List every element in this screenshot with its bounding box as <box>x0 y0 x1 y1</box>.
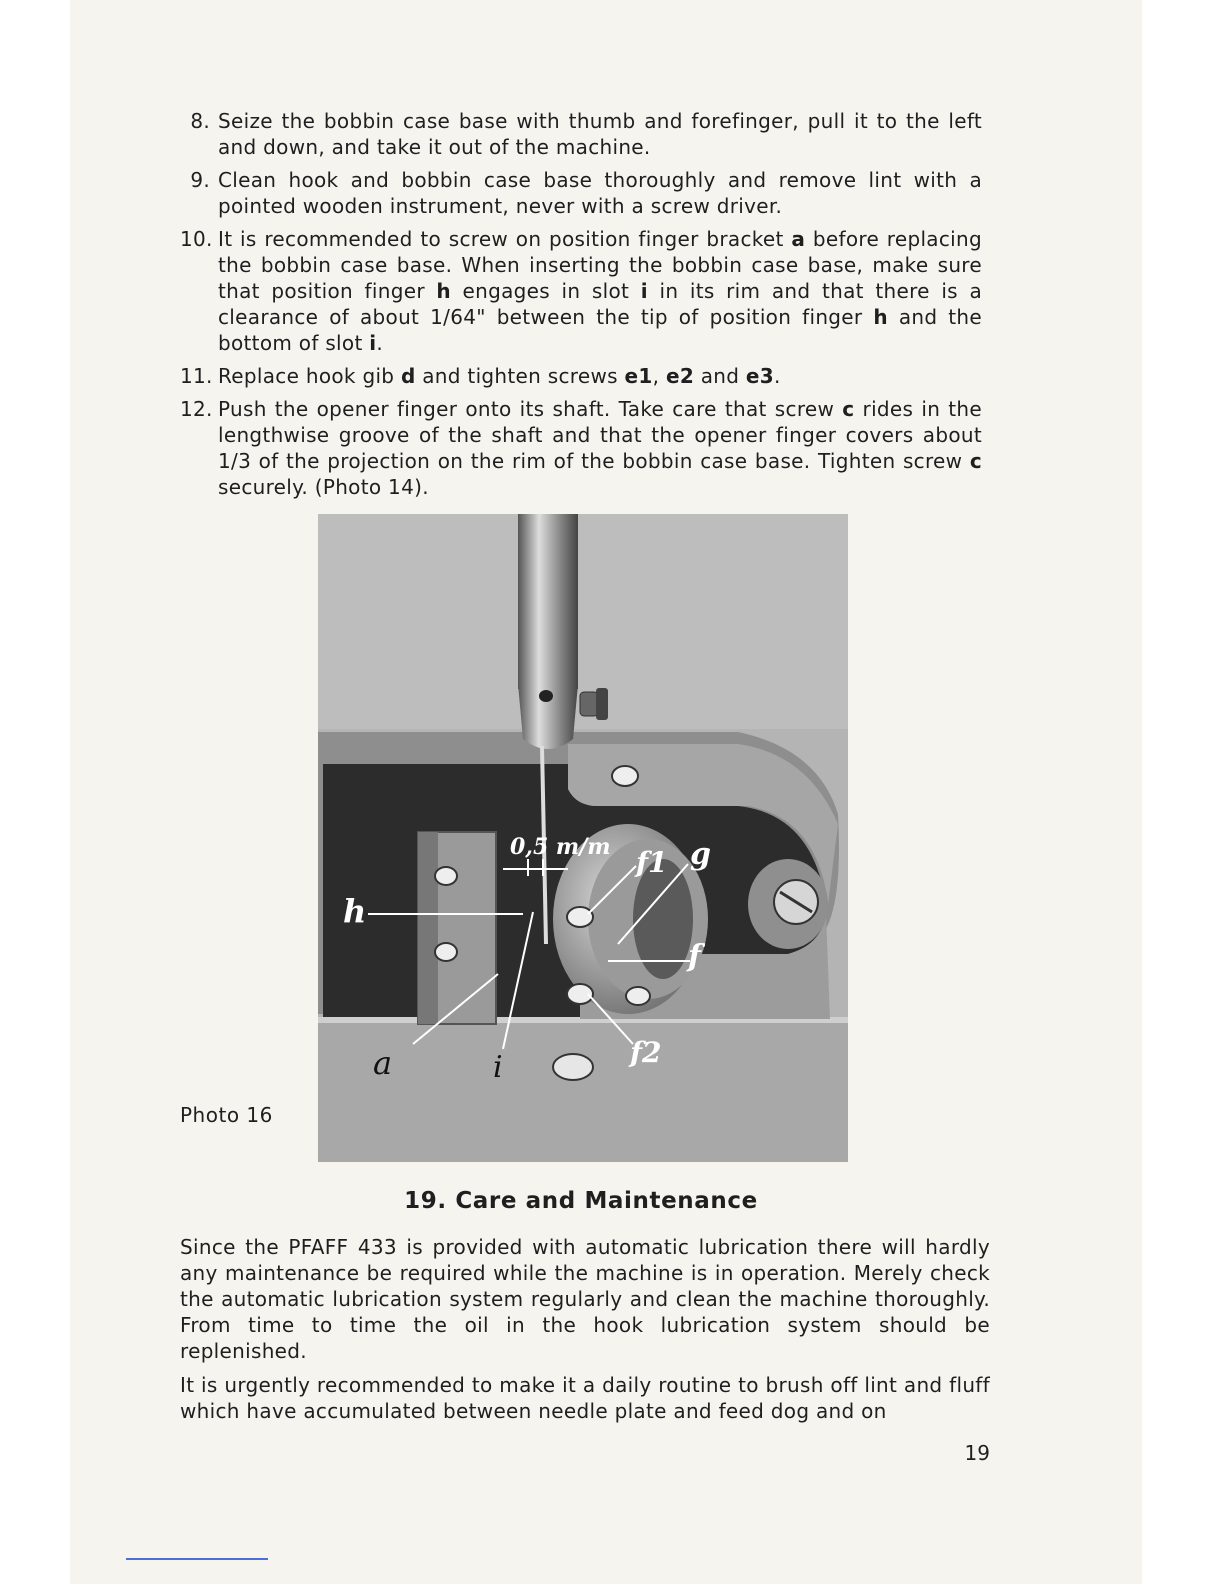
step-text: Replace hook gib <box>218 364 401 388</box>
step-text: . <box>376 331 384 355</box>
step-number: 11. <box>180 364 213 388</box>
footer-link-underline <box>126 1558 268 1560</box>
step-number: 12. <box>180 397 213 421</box>
step-text: securely. (Photo 14). <box>218 475 429 499</box>
ref-d: d <box>400 364 416 388</box>
step-text: Seize the bobbin case base with thumb and forefinger, pull it to the left and down, and take it out of the machine. <box>218 109 982 159</box>
steps-list <box>180 108 982 507</box>
step-text: , <box>652 364 666 388</box>
step-text: It is recommended to screw on position finger bracket <box>218 227 792 251</box>
label-f1: f1 <box>636 846 668 879</box>
label-a: a <box>373 1044 393 1082</box>
paragraph: Since the PFAFF 433 is provided with automatic lubrication there will hardly any maintenance be required while the machine is in operation. Merely check the automatic lubrication system regularly and clean the machine thoroughly. From time to time the oil in the hook lubrication system should be replenished. <box>180 1235 990 1363</box>
label-g: g <box>690 837 711 872</box>
section-body <box>180 1234 990 1432</box>
fraction: 1/64" <box>430 305 486 329</box>
step-number: 8. <box>190 109 210 133</box>
ref-e1: e1 <box>624 364 653 388</box>
section-heading: 19. Care and Maintenance <box>404 1188 758 1214</box>
ref-e3: e3 <box>745 364 774 388</box>
step-text: between the tip of position finger <box>485 305 874 329</box>
step-10 <box>180 226 982 356</box>
step-number: 9. <box>190 168 210 192</box>
ref-h: h <box>873 305 888 329</box>
ref-e2: e2 <box>665 364 695 388</box>
page-number: 19 <box>964 1441 990 1465</box>
step-8 <box>180 108 982 160</box>
ref-c: c <box>842 397 855 421</box>
step-text: rides in the lengthwise groove of the shaft and that the opener finger covers about <box>218 397 982 447</box>
step-12 <box>180 396 982 500</box>
step-text: and the bottom of slot <box>218 305 982 355</box>
step-9 <box>180 167 982 219</box>
step-text: and tighten screws <box>415 364 625 388</box>
step-text: . <box>773 364 781 388</box>
ref-a: a <box>791 227 806 251</box>
step-11 <box>180 363 982 389</box>
step-text: before replacing the bobbin case base. When inserting the bobbin case base, make sure that position finger <box>218 227 982 303</box>
step-text: in its rim and that there is a clearance of about <box>218 279 983 329</box>
photo-16-machine-hook <box>318 514 848 1162</box>
ref-i: i <box>369 331 377 355</box>
step-text: Clean hook and bobbin case base thoroughly and remove lint with a pointed wooden instrument, never with a screw driver. <box>218 168 982 218</box>
fraction: 1/3 <box>218 449 252 473</box>
label-dimension: 0,5 m/m <box>510 834 611 860</box>
label-h: h <box>343 892 367 930</box>
label-i: i <box>493 1050 503 1085</box>
step-text: and <box>694 364 746 388</box>
step-text: Push the opener finger onto its shaft. Take care that screw <box>218 397 843 421</box>
photo-illustration <box>318 514 848 1162</box>
paragraph: It is urgently recommended to make it a daily routine to brush off lint and fluff which have accumulated between needle plate and feed dog and on <box>180 1373 990 1423</box>
photo-caption: Photo 16 <box>180 1103 273 1127</box>
step-number: 10. <box>180 227 213 251</box>
label-f: f <box>688 939 701 974</box>
step-text: of the projection on the rim of the bobbin case base. Tighten screw <box>251 449 970 473</box>
ref-i: i <box>640 279 648 303</box>
label-f2: f2 <box>630 1036 662 1069</box>
step-text: engages in slot <box>450 279 641 303</box>
ref-c: c <box>969 449 982 473</box>
ref-h: h <box>436 279 451 303</box>
